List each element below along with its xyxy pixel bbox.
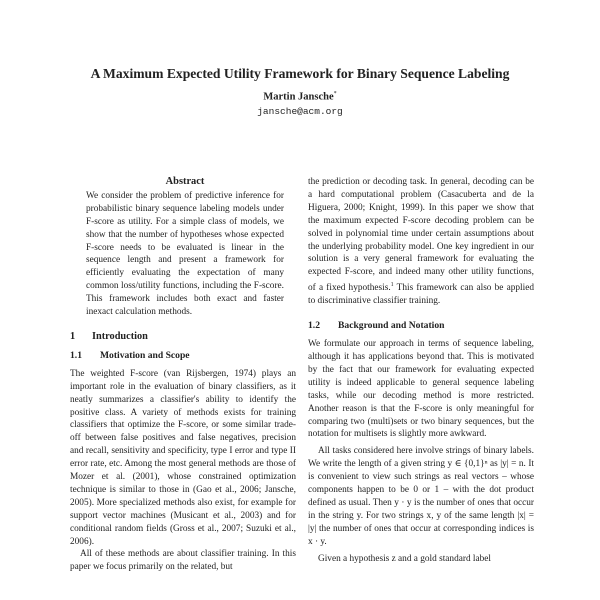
subsection-1-2-heading (308, 320, 534, 333)
abstract-block (70, 176, 296, 319)
subsection-1-1-heading (70, 350, 296, 363)
section-1-title: Introduction (92, 330, 148, 342)
paragraph-decoding-text: the prediction or decoding task. In general, decoding can be a hard computational problem (Casacuberta and de la Higuera, 2000; Knight, 1999). In this paper we show that the maximum expected F-score decoding problem can be solved in polynomial time under certain assumptions about the underlying probability model. One key ingredient in our solution is a very general framework for evaluating the expected F-score, and indeed many other utility functions, of a fixed hypothesis. (308, 177, 534, 294)
section-1-heading (70, 331, 296, 344)
author-name (0, 91, 600, 103)
author-email: jansche@acm.org (257, 106, 343, 117)
paragraph-background-3: Given a hypothesis z and a gold standard label (318, 553, 491, 564)
section-1-number: 1 (70, 330, 76, 342)
paragraph-background-2: All tasks considered here involve strings of binary labels. We write the length of a given string y ∈ {0,1}ⁿ as |y| = n. It is convenient to view such strings as real vectors – whose components happen to be 0 or 1 – with the dot product defined as usual. Then y · y is the number of ones that occur in the string y. For two strings x, y of the same length |x| = |y| the number of ones that occur at corresponding indices is x · y. (308, 446, 534, 547)
footnote-1-mark: 1 (390, 282, 394, 289)
left-column (70, 176, 296, 574)
paragraph-motivation-2: All of these methods are about classifier training. In this paper we focus primarily on the related, but (70, 549, 296, 573)
paragraph-decoding (308, 176, 534, 308)
right-column (308, 176, 534, 565)
abstract-text: We consider the problem of predictive inference for probabilistic binary sequence labeling models under F-score as utility. For a simple class of models, we show that the number of hypotheses whose expected F-score needs to be evaluated is linear in the sequence length and present a framework for efficiently evaluating the expectation of many common loss/utility functions, including the F-score. This framework includes both exact and faster inexact calculation methods. (86, 190, 284, 318)
author-footnote-mark: * (333, 91, 337, 97)
paragraph-background-1: We formulate our approach in terms of sequence labeling, although it has applications beyond that. This is motivated by the fact that our framework for evaluating expected utility is indeed applicable to general sequence labeling tasks, while our decoding method is more restricted. Another reason is that the F-score is only meaningful for comparing two (multi)sets or two binary sequences, but the notation for multisets is slightly more awkward. (308, 339, 534, 440)
subsection-1-1-number: 1.1 (70, 349, 82, 361)
subsection-1-2-title: Background and Notation (338, 320, 445, 332)
abstract-heading: Abstract (165, 176, 205, 187)
subsection-1-1-title: Motivation and Scope (100, 349, 190, 361)
paragraph-decoding-end: This framework can also be applied to discriminative classifier training. (308, 283, 534, 307)
paragraph-motivation-1: The weighted F-score (van Rijsbergen, 1974) plays an important role in the evaluation of binary classifiers, as it neatly summarizes a classifier's ability to identify the positive class. A variety of methods exists for training classifiers that optimize the F-score, or some similar trade-off between false positives and false negatives, precision and recall, sensitivity and specificity, type I error and type II error rate, etc. Among the most general methods are those of Mozer et al. (2001), whose constrained optimization technique is similar to those in (Gao et al., 2006; Jansche, 2005). More specialized methods also exist, for example for support vector machines (Musicant et al., 2003) and for conditional random fields (Gross et al., 2007; Suzuki et al., 2006). (70, 368, 296, 547)
subsection-1-2-number: 1.2 (308, 320, 320, 332)
paper-title: A Maximum Expected Utility Framework for Binary Sequence Labeling (90, 66, 510, 81)
author-name-text: Martin Jansche (263, 91, 334, 103)
